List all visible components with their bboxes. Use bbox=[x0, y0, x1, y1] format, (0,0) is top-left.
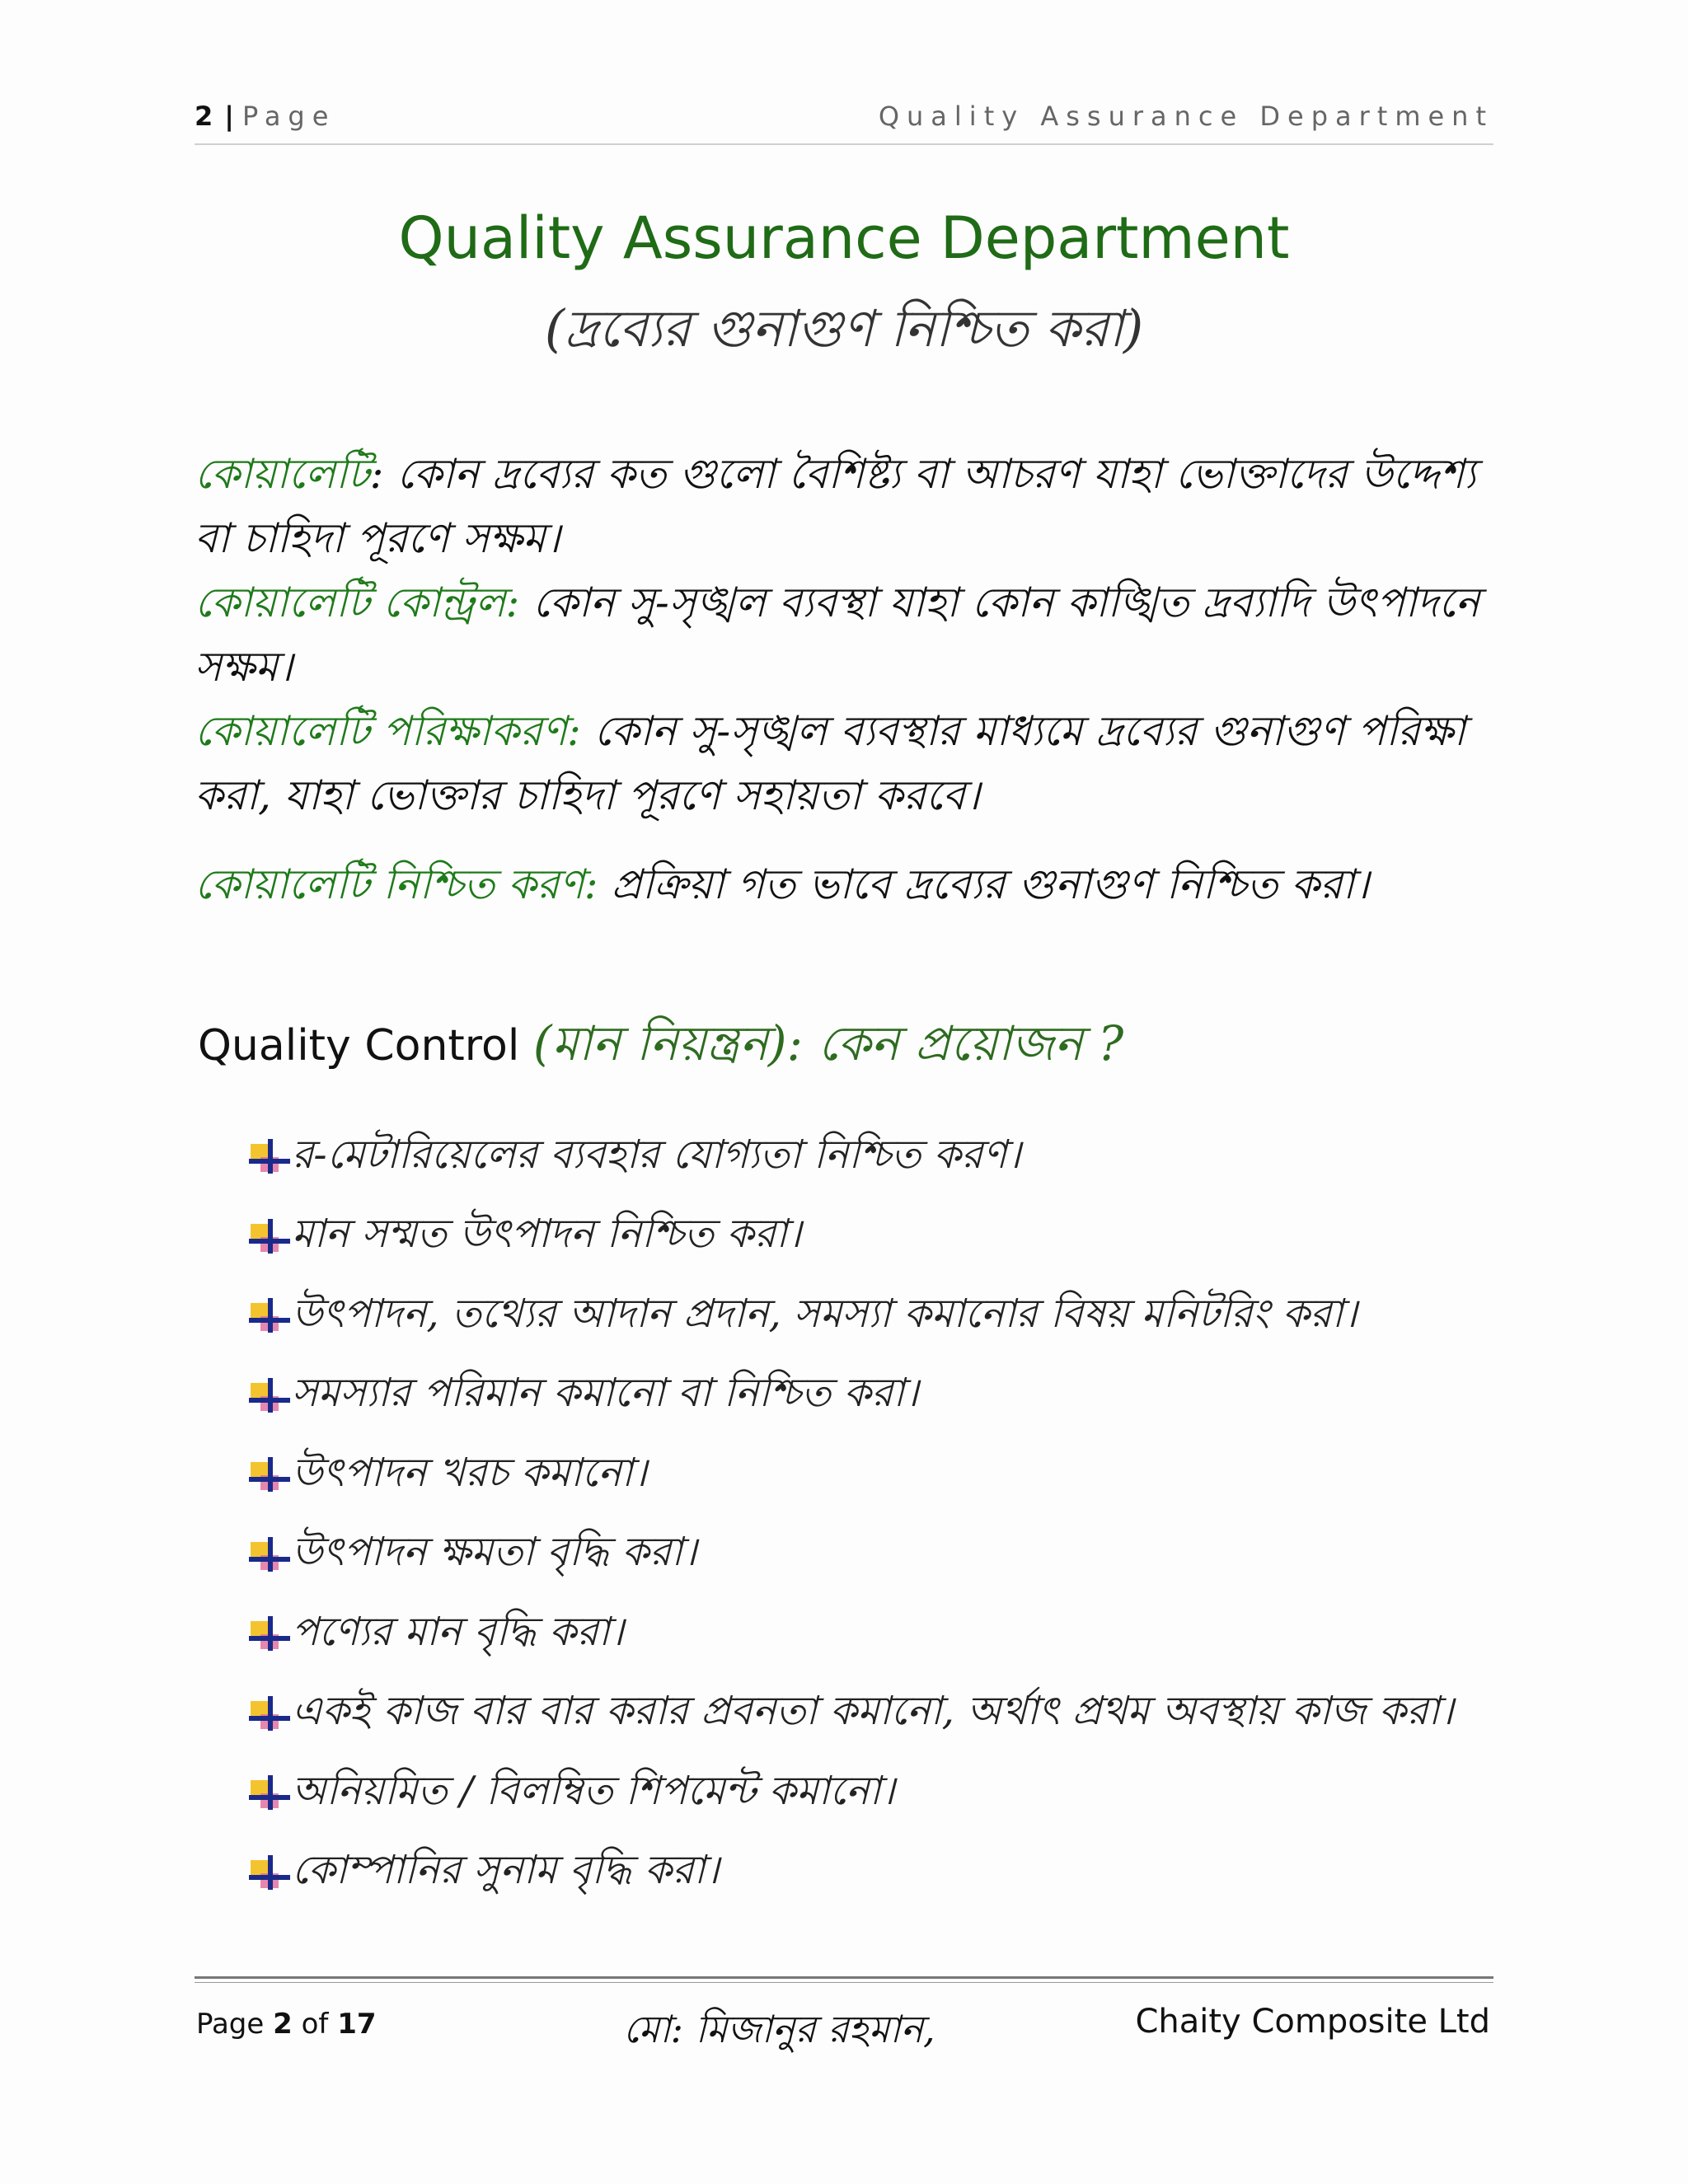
list-item-text: একই কাজ বার বার করার প্রবনতা কমানো, অর্থাৎ প্রথম অবস্থায় কাজ করা। bbox=[292, 1688, 1454, 1735]
bullet-icon bbox=[247, 1774, 292, 1813]
list-item-text: উৎপাদন ক্ষমতা বৃদ্ধি করা। bbox=[292, 1529, 697, 1576]
list-item-text: মান সম্মত উৎপাদন নিশ্চিত করা। bbox=[292, 1211, 802, 1258]
footer-divider bbox=[195, 1976, 1493, 1979]
qc-heading-en: Quality Control bbox=[198, 1021, 533, 1071]
list-item bbox=[247, 1595, 1484, 1675]
list-item-text: কোম্পানির সুনাম বৃদ্ধি করা। bbox=[292, 1847, 720, 1894]
definition-quality bbox=[195, 442, 1497, 570]
definition-quality-assurance bbox=[195, 852, 1497, 916]
footer-company: Chaity Composite Ltd bbox=[1135, 2003, 1490, 2041]
qc-reasons-list bbox=[247, 1118, 1484, 1913]
footer-author: মো: মিজানুর রহমান, bbox=[623, 2007, 935, 2051]
bullet-icon bbox=[247, 1137, 292, 1177]
document-subtitle: (দ্রব্যের গুনাগুণ নিশ্চিত করা) bbox=[544, 298, 1144, 359]
page-header bbox=[195, 97, 1493, 145]
definition-quality-control bbox=[195, 570, 1497, 699]
bullet-icon bbox=[247, 1535, 292, 1575]
document-title: Quality Assurance Department bbox=[398, 204, 1290, 272]
bullet-icon bbox=[247, 1217, 292, 1257]
list-item bbox=[247, 1754, 1484, 1834]
definition-text: : কোন দ্রব্যের কত গুলো বৈশিষ্ট্য বা আচরণ যাহা ভোক্তাদের উদ্দেশ্য বা চাহিদা পূরণে সক্ষম। bbox=[195, 450, 1476, 562]
bullet-icon bbox=[247, 1854, 292, 1893]
list-item bbox=[247, 1277, 1484, 1357]
definition-term: কোয়ালেটি কোন্ট্রল: bbox=[195, 579, 520, 626]
list-item-text: উৎপাদন খরচ কমানো। bbox=[292, 1449, 647, 1496]
list-item-text: সমস্যার পরিমান কমানো বা নিশ্চিত করা। bbox=[292, 1370, 919, 1417]
list-item-text: উৎপাদন, তথ্যের আদান প্রদান, সমস্যা কমানোর বিষয় মনিটরিং করা। bbox=[292, 1290, 1357, 1337]
list-item bbox=[247, 1197, 1484, 1277]
qc-heading bbox=[198, 1007, 1500, 1087]
definition-text: কোন সু-সৃঙ্খল ব্যবস্থার মাধ্যমে দ্রব্যের গুনাগুণ পরিক্ষা করা, যাহা ভোক্তার চাহিদা পূরণে সহায়তা করবে। bbox=[195, 707, 1466, 819]
definition-term: কোয়ালেটি নিশ্চিত করণ: bbox=[195, 860, 598, 908]
list-item bbox=[247, 1516, 1484, 1596]
definition-text: কোন সু-সৃঙ্খল ব্যবস্থা যাহা কোন কাঙ্খিত দ্রব্যাদি উৎপাদনে সক্ষম। bbox=[195, 579, 1480, 691]
list-item-text: র-মেটারিয়েলের ব্যবহার যোগ্যতা নিশ্চিত করণ। bbox=[292, 1131, 1021, 1178]
page-footer bbox=[195, 2001, 1493, 2050]
list-item bbox=[247, 1357, 1484, 1436]
list-item bbox=[247, 1118, 1484, 1197]
bullet-icon bbox=[247, 1455, 292, 1495]
bullet-icon bbox=[247, 1615, 292, 1654]
header-page-number: 2 | Page bbox=[195, 101, 336, 132]
definition-term: কোয়ালেটি bbox=[195, 450, 370, 498]
definition-text: প্রক্রিয়া গত ভাবে দ্রব্যের গুনাগুণ নিশ্চিত করা। bbox=[598, 860, 1370, 908]
bullet-icon bbox=[247, 1376, 292, 1416]
definitions-section bbox=[195, 442, 1497, 916]
list-item bbox=[247, 1675, 1484, 1755]
footer-page-count: Page 2 of 17 bbox=[196, 2008, 377, 2041]
header-department: Quality Assurance Department bbox=[878, 101, 1493, 132]
footer-divider-thin bbox=[195, 1982, 1493, 1983]
list-item bbox=[247, 1834, 1484, 1914]
bullet-icon bbox=[247, 1296, 292, 1336]
list-item-text: অনিয়মিত / বিলম্বিত শিপমেন্ট কমানো। bbox=[292, 1767, 895, 1814]
list-item-text: পণ্যের মান বৃদ্ধি করা। bbox=[292, 1608, 624, 1655]
bullet-icon bbox=[247, 1694, 292, 1734]
list-item bbox=[247, 1436, 1484, 1516]
definition-quality-inspection bbox=[195, 699, 1497, 827]
qc-heading-bn: (মান নিয়ন্ত্রন): কেন প্রয়োজন ? bbox=[532, 1015, 1124, 1071]
definition-term: কোয়ালেটি পরিক্ষাকরণ: bbox=[195, 707, 581, 755]
